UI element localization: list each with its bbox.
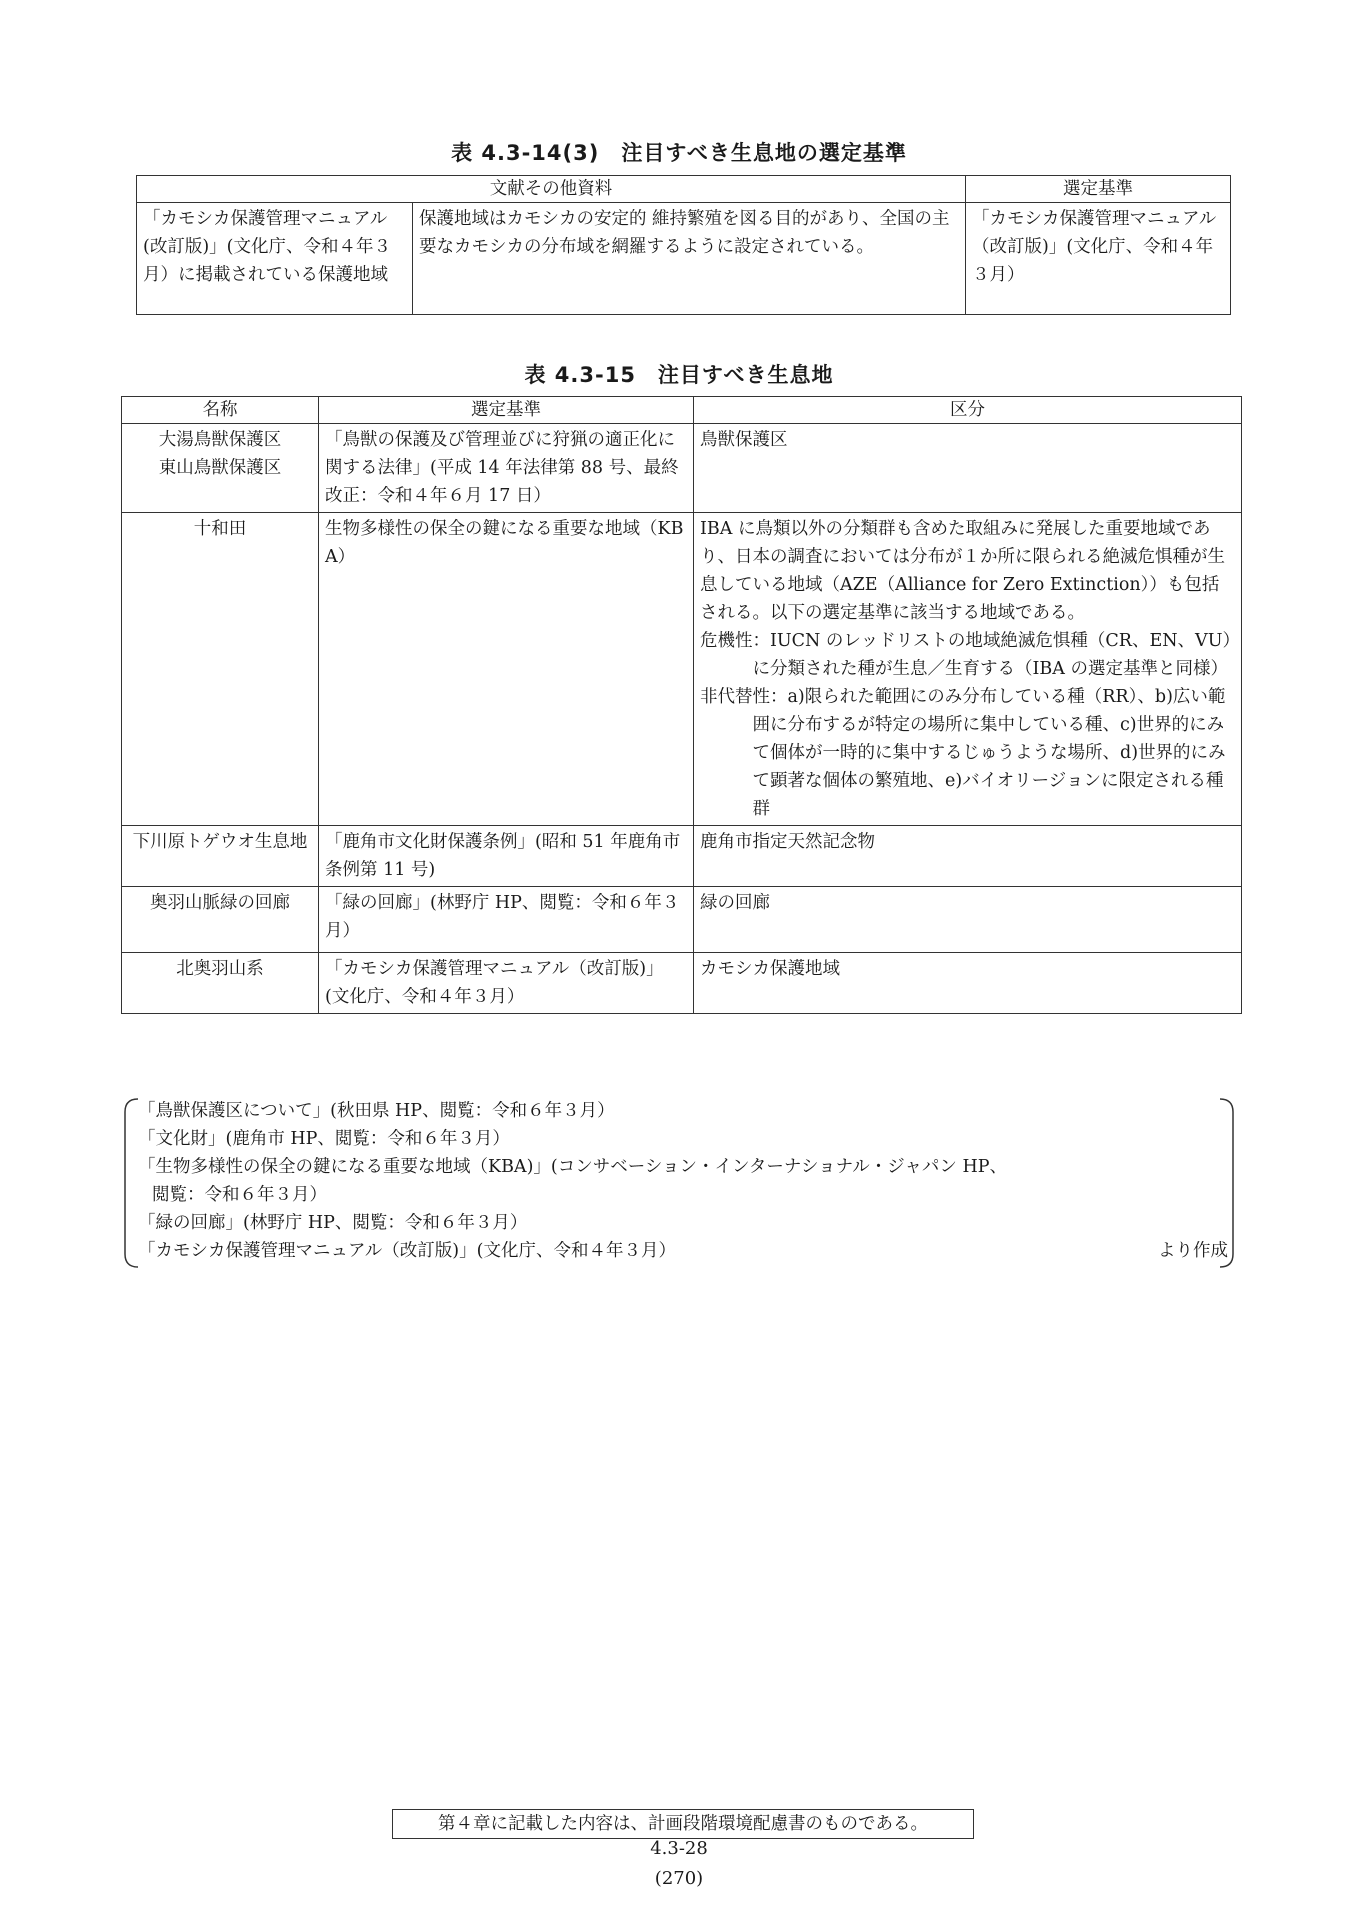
footer-note: 第４章に記載した内容は、計画段階環境配慮書のものである。: [392, 1809, 974, 1839]
category-line: IBA に鳥類以外の分類群も含めた取組みに発展した重要地域であり、日本の調査においては分布が１か所に限られる絶滅危惧種が生息している地域（AZE（Alliance for Zero Extinction））も包括される。以下の選定基準に該当する地域である。: [700, 519, 1225, 623]
table1-criteria-cell: 「カモシカ保護管理マニュアル（改訂版)」(文化庁、令和４年３月）: [966, 203, 1231, 315]
table1-title: 表 4.3-14(3) 注目すべき生息地の選定基準: [451, 141, 907, 165]
page-section-number: 4.3-28: [650, 1838, 708, 1859]
source-line: 「緑の回廊」(林野庁 HP、閲覧：令和６年３月）: [138, 1213, 528, 1233]
table1-header-criteria: 選定基準: [966, 176, 1231, 203]
row-name: 大湯鳥獣保護区 東山鳥獣保護区: [122, 424, 319, 513]
row-name: 下川原トゲウオ生息地: [122, 826, 319, 887]
row-criteria: 生物多様性の保全の鍵になる重要な地域（KBA）: [319, 513, 694, 826]
row-category: [694, 953, 1242, 1014]
category-line: 鳥獣保護区: [700, 430, 788, 450]
source-line: 閲覧：令和６年３月）: [152, 1185, 327, 1205]
table-row: [137, 203, 1231, 315]
row-name: 十和田: [122, 513, 319, 826]
row-category: [694, 887, 1242, 953]
table1: [136, 175, 1231, 315]
table-row: [122, 826, 1242, 887]
row-criteria: 「カモシカ保護管理マニュアル（改訂版)」(文化庁、令和４年３月）: [319, 953, 694, 1014]
row-criteria: 「鳥獣の保護及び管理並びに狩猟の適正化に関する法律」(平成 14 年法律第 88 号、最終改正：令和４年６月 17 日）: [319, 424, 694, 513]
table-row: [122, 887, 1242, 953]
category-line: 鹿角市指定天然記念物: [700, 832, 875, 852]
category-line: 緑の回廊: [700, 893, 770, 913]
row-criteria: 「緑の回廊」(林野庁 HP、閲覧：令和６年３月）: [319, 887, 694, 953]
table2-header-criteria: 選定基準: [319, 397, 694, 424]
sources-list: [138, 1097, 1228, 1265]
row-name: 北奥羽山系: [122, 953, 319, 1014]
sources-suffix: より作成: [1158, 1241, 1228, 1261]
table2-header-category: 区分: [694, 397, 1242, 424]
table2-header-row: [122, 397, 1242, 424]
source-line: 「生物多様性の保全の鍵になる重要な地域（KBA)」(コンサベーション・インターナショナル・ジャパン HP、: [138, 1157, 1007, 1177]
row-category: [694, 513, 1242, 826]
table2-title: 表 4.3-15 注目すべき生息地: [524, 363, 834, 387]
table-row: [122, 424, 1242, 513]
table1-description-cell: 保護地域はカモシカの安定的 維持繁殖を図る目的があり、全国の主要なカモシカの分布域を網羅するように設定されている。: [413, 203, 966, 315]
table2-header-name: 名称: [122, 397, 319, 424]
row-category: [694, 424, 1242, 513]
category-line: カモシカ保護地域: [700, 959, 840, 979]
row-name: 奥羽山脈緑の回廊: [122, 887, 319, 953]
source-line: 「カモシカ保護管理マニュアル（改訂版)」(文化庁、令和４年３月）: [138, 1241, 676, 1261]
table1-source-cell: 「カモシカ保護管理マニュアル(改訂版)」(文化庁、令和４年３月）に掲載されている保護地域: [137, 203, 413, 315]
category-line: 危機性：IUCN のレッドリストの地域絶滅危惧種（CR、EN、VU）に分類された種が生息／生育する（IBA の選定基準と同様）: [700, 631, 1232, 679]
row-category: [694, 826, 1242, 887]
category-line: 非代替性：a)限られた範囲にのみ分布している種（RR）、b)広い範囲に分布するが特定の場所に集中している種、c)世界的にみて個体が一時的に集中するじゅうような場所、d)世界的にみて顕著な個体の繁殖地、e)バイオリージョンに限定される種群: [700, 687, 1226, 819]
page-total-number: (270): [654, 1868, 704, 1889]
table1-header-source: 文献その他資料: [137, 176, 966, 203]
row-criteria: 「鹿角市文化財保護条例」(昭和 51 年鹿角市条例第 11 号): [319, 826, 694, 887]
source-line: 「文化財」(鹿角市 HP、閲覧：令和６年３月）: [138, 1129, 510, 1149]
table1-header-row: [137, 176, 1231, 203]
table-row: [122, 513, 1242, 826]
source-line: 「鳥獣保護区について」(秋田県 HP、閲覧：令和６年３月）: [138, 1101, 615, 1121]
table2: [121, 396, 1242, 1014]
table-row: [122, 953, 1242, 1014]
